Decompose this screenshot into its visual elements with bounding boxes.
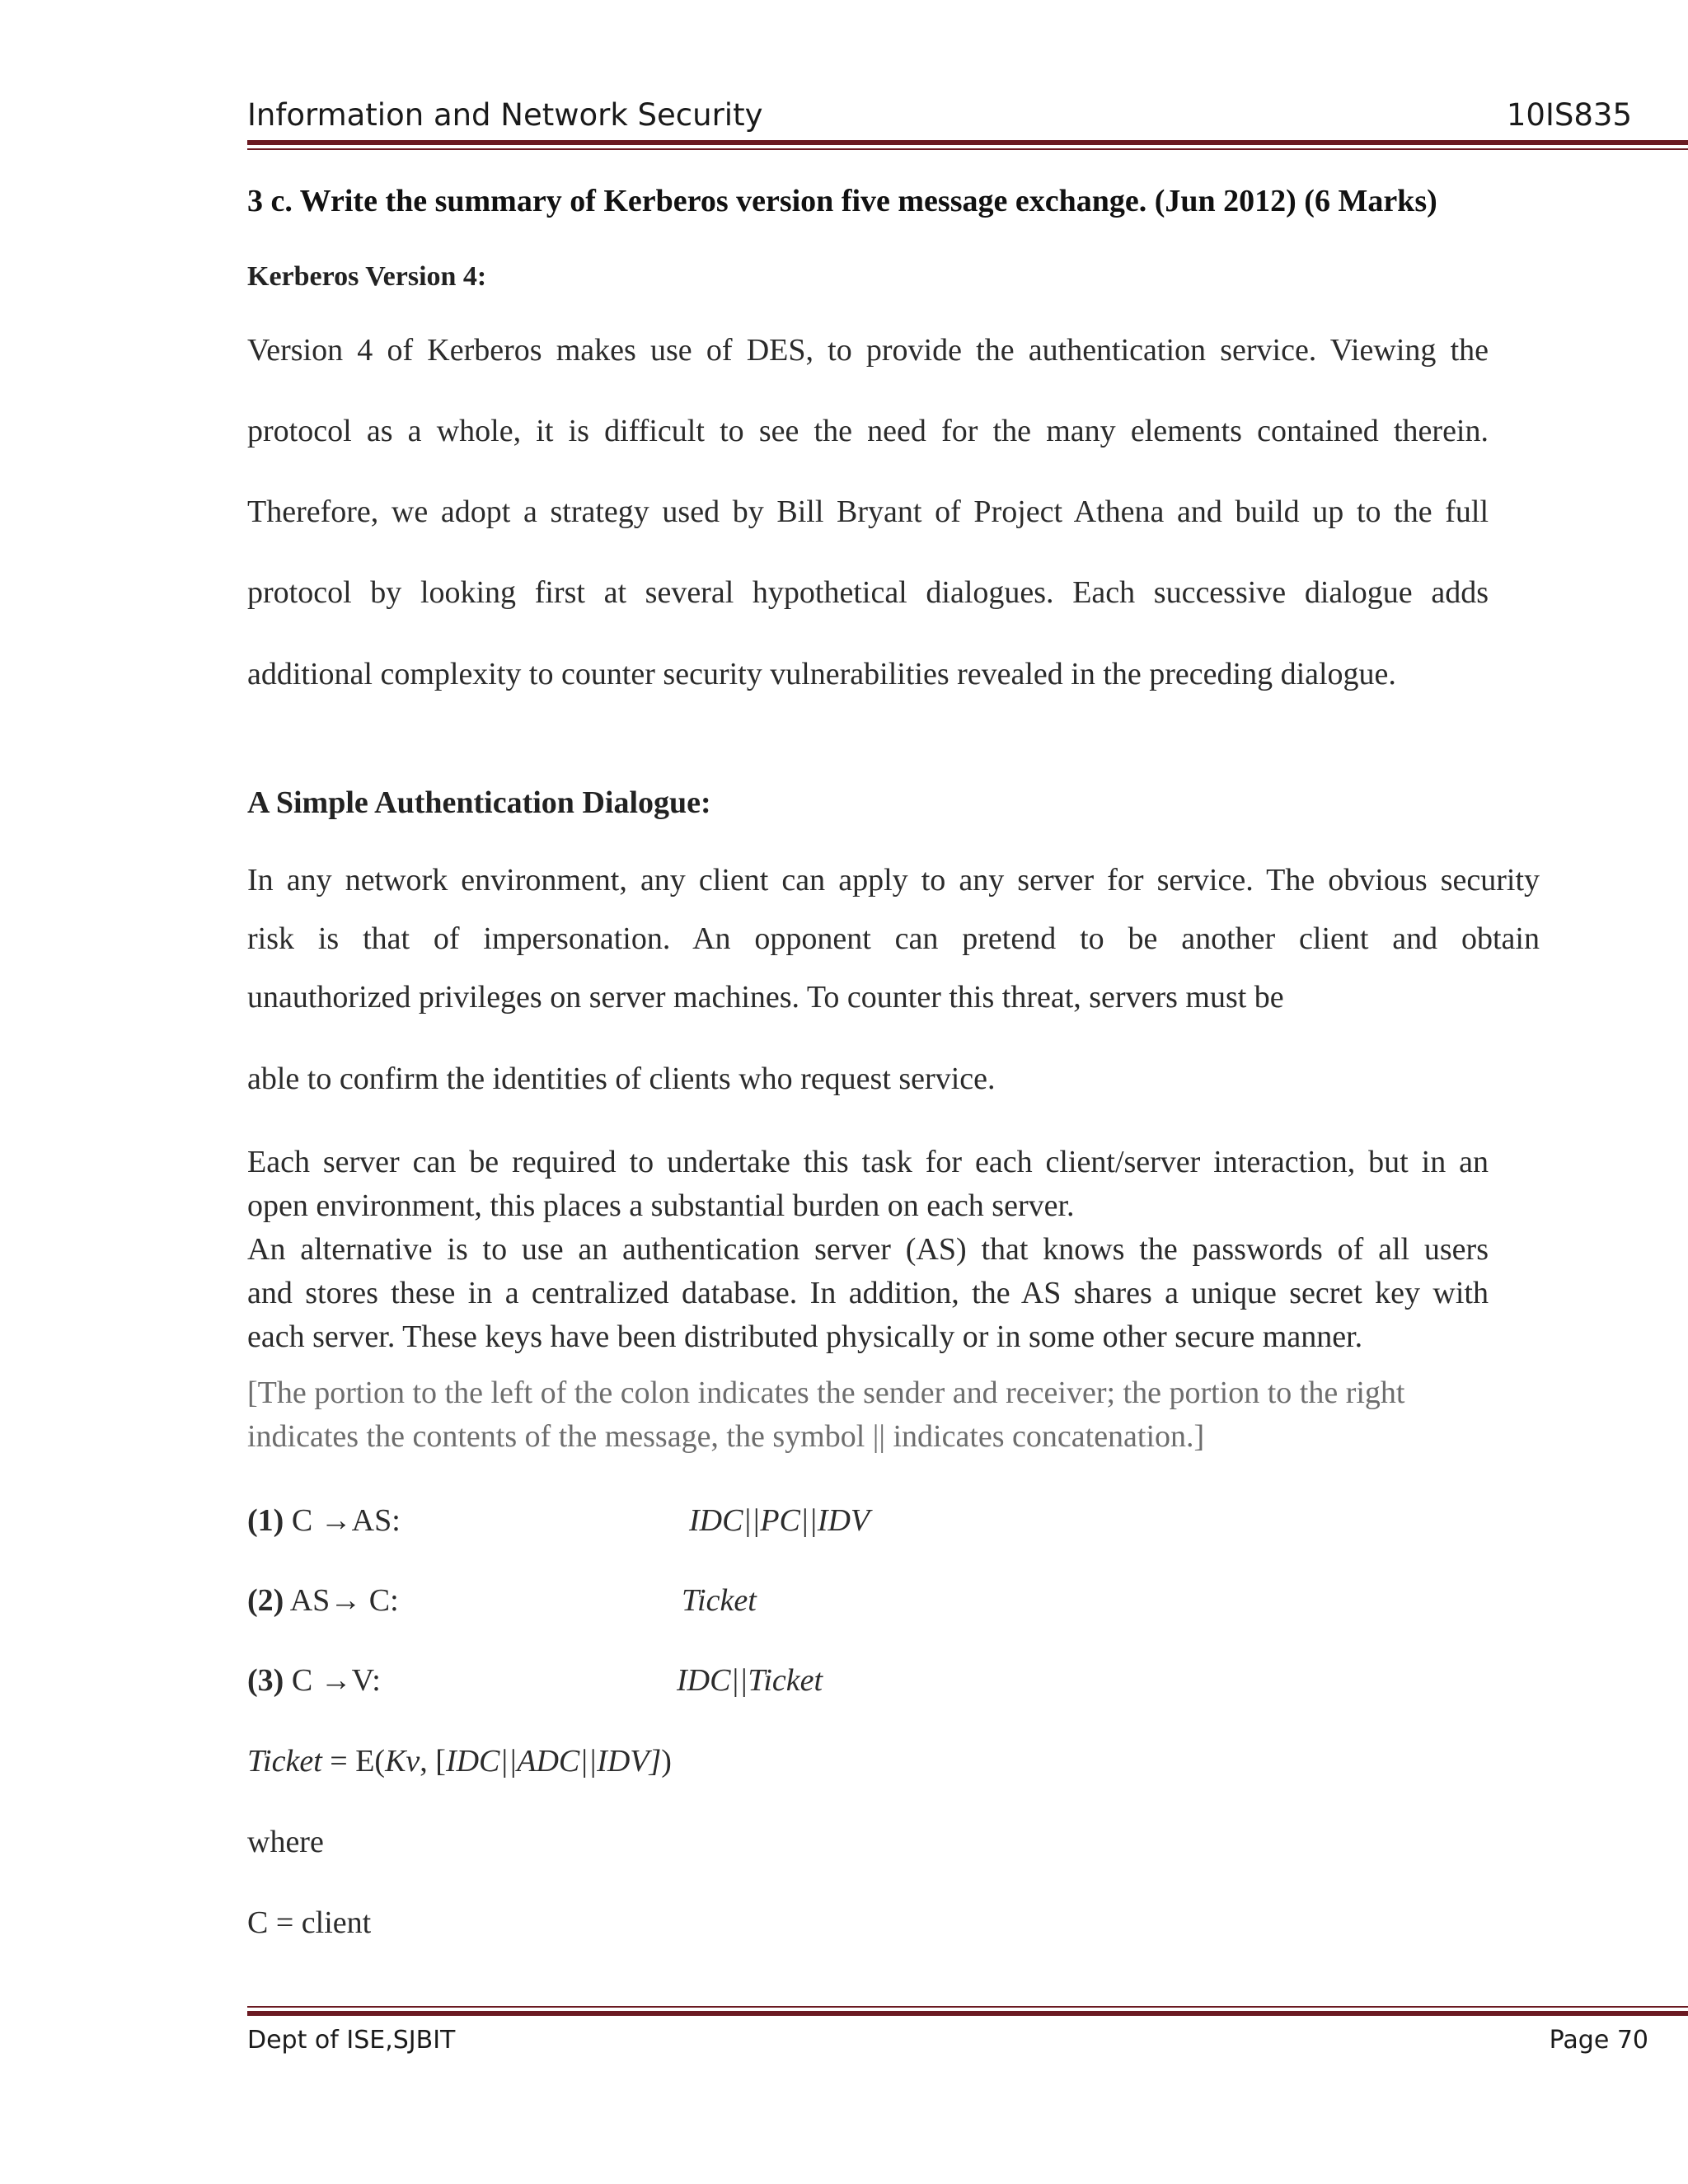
paragraph-line: additional complexity to counter security vulnerabilities revealed in the preceding dialogue. [247,657,1396,691]
ticket-sep: , [ [420,1744,446,1779]
message-2 [247,1582,399,1619]
paragraph-line: Version 4 of Kerberos makes use of DES, to provide the authentication service. Viewing the [247,333,1489,368]
ticket-formula [247,1743,672,1779]
question-title: 3 c. Write the summary of Kerberos version five message exchange. (Jun 2012) (6 Marks) [247,184,1437,218]
ticket-eq: = E( [321,1744,386,1779]
client-definition: C = client [247,1905,372,1940]
paragraph-line: able to confirm the identities of clients who request service. [247,1062,996,1096]
ticket-close: ) [661,1744,672,1779]
message-route: C →V: [291,1663,381,1698]
paragraph-line: In any network environment, any client can apply to any server for service. The obvious security [247,863,1540,898]
header-rule-thin [247,148,1688,150]
where-label: where [247,1825,324,1859]
paragraph-line: and stores these in a centralized database. In addition, the AS shares a unique secret key with [247,1276,1489,1310]
paragraph-line: each server. These keys have been distributed physically or in some other secure manner. [247,1319,1363,1354]
message-content: IDC||PC||IDV [689,1503,870,1538]
message-number: (3) [247,1663,284,1698]
paragraph-line: unauthorized privileges on server machines. To counter this threat, servers must be [247,980,1284,1015]
footer-rule-thin [247,2006,1688,2008]
footer-page-number: Page 70 [1549,2026,1648,2055]
message-route: C →AS: [291,1503,401,1538]
paragraph-line: An alternative is to use an authentication server (AS) that knows the passwords of all users [247,1232,1489,1267]
ticket-label: Ticket [247,1744,322,1779]
header-title: Information and Network Security [247,97,763,133]
message-3 [247,1662,381,1699]
section-heading-simple-auth: A Simple Authentication Dialogue: [247,785,711,820]
paragraph-line: Each server can be required to undertake this task for each client/server interaction, but in an [247,1145,1489,1179]
message-1 [247,1502,401,1539]
message-content: IDC||Ticket [677,1663,823,1698]
note-line: [The portion to the left of the colon indicates the sender and receiver; the portion to the right [247,1376,1405,1410]
header-rule [247,140,1688,145]
paragraph-line: Therefore, we adopt a strategy used by Bill Bryant of Project Athena and build up to the full [247,494,1489,529]
footer-department: Dept of ISE,SJBIT [247,2026,456,2055]
message-content: Ticket [682,1583,757,1618]
ticket-key: Kv [385,1744,420,1779]
paragraph-line: protocol as a whole, it is difficult to see the need for the many elements contained therein. [247,414,1489,448]
message-route: AS→ C: [289,1583,399,1618]
note-line: indicates the contents of the message, the symbol || indicates concatenation.] [247,1419,1205,1454]
message-number: (1) [247,1503,284,1538]
paragraph-line: protocol by looking first at several hypothetical dialogues. Each successive dialogue adds [247,575,1489,610]
ticket-parts: IDC||ADC||IDV] [445,1744,662,1779]
paragraph-line: open environment, this places a substantial burden on each server. [247,1188,1075,1223]
message-number: (2) [247,1583,284,1618]
header-course-code: 10IS835 [1506,97,1632,133]
section-heading-kerberos-v4: Kerberos Version 4: [247,261,487,292]
paragraph-line: risk is that of impersonation. An opponent can pretend to be another client and obtain [247,921,1540,956]
footer-rule [247,2011,1688,2016]
